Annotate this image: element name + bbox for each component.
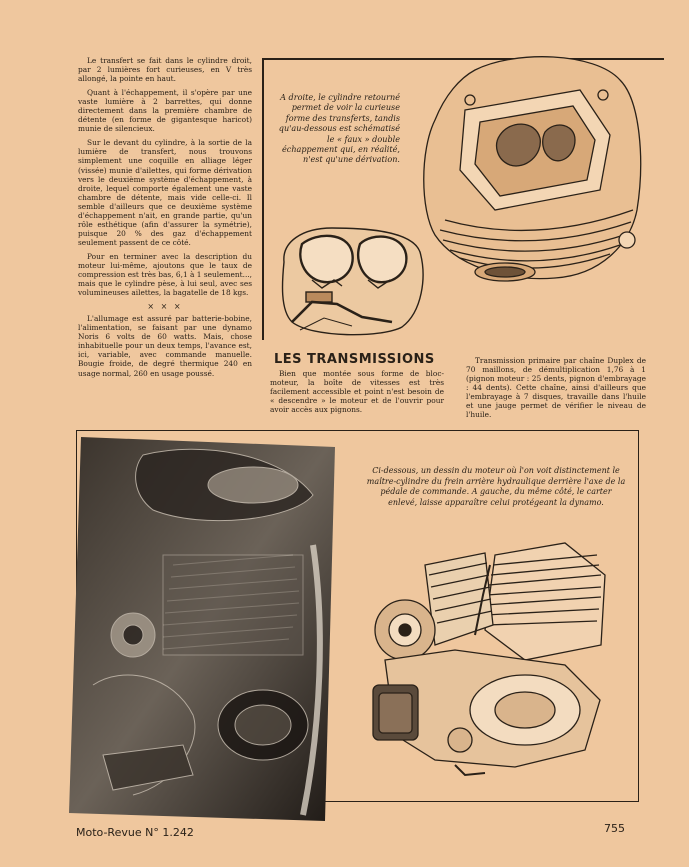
left-text-column [78,56,252,383]
top-figure-caption: A droite, le cylindre retourné permet de voir la curieuse forme des transferts, tandis qu'au-dessous est schématisé le « faux » double échappement qui, en réalité, n'est qu'une dérivation. [278,92,400,165]
transmissions-heading: LES TRANSMISSIONS [274,352,435,367]
paragraph-moteur: Pour en terminer avec la description du moteur lui-même, ajoutons que le taux de compression est très bas, 6,1 à 1 seulement..., mais que le cylindre pèse, à lui seul, avec ses volumineuses ailettes, la bagatelle de 18 kgs. [78,251,252,298]
transmissions-text-left: Bien que montée sous forme de bloc-moteur, la boîte de vitesses est très facilement accessible et point n'est besoin de « descendre » le moteur et de l'ouvrir pour avoir accès aux pignons. [270,369,444,415]
engine-photo [63,425,343,825]
paragraph-echappement: Quant à l'échappement, il s'opère par une vaste lumière à 2 barrettes, qui donne directement dans la première chambre de détente (en forme de gigantesque haricot) munie de silencieux. [78,88,252,134]
paragraph-allumage: L'allumage est assuré par batterie-bobine, l'alimentation, se faisant par une dynamo Noris 6 volts de 60 watts. Mais, chose inhabituelle pour un deux temps, l'avance est, ici, variable, avec commande manuelle. Bougie froide, de degré thermique 240 en usage normal, 260 en usage poussé. [78,314,252,378]
page-number: 755 [604,822,625,835]
paragraph-transfert: Le transfert se fait dans le cylindre droit, par 2 lumières fort curieuses, en V très allongé, la pointe en haut. [78,56,252,84]
section-separator: × × × [147,302,183,312]
cylinder-drawing [405,40,665,300]
paragraph-cylindre: Sur le devant du cylindre, à la sortie de la lumière de transfert, nous trouvons simplement une coquille en alliage léger (vissée) munie d'ailettes, qui forme dérivation vers le deuxième système d'échappement, à droite, lequel comporte également une vaste chambre de détente, mais vide celle-ci. Il semble d'ailleurs que ce deuxième système d'échappement n'ait, en grande partie, qu'un rôle esthétique (afin d'assurer la symétrie), puisque 20 % des gaz d'échappement seulement passent de ce côté. [78,138,252,247]
bottom-figure-caption: Ci-dessous, un dessin du moteur où l'on voit distinctement le maître-cylindre du frein arrière hydraulique derrière l'axe de la pédale de commande. A gauche, du même côté, le carter enlevé, laisse apparaître celui protégeant la dynamo. [366,466,626,507]
transmissions-text-right: Transmission primaire par chaîne Duplex de 70 maillons, de démultiplication 1,76 à 1 (pignon moteur : 25 dents, pignon d'embrayage : 44 dents). Cette chaîne, ainsi d'ailleurs que l'embrayage à 7 disques, travaille dans l'huile et une jauge permet de vérifier le niveau de l'huile. [466,356,646,420]
exhaust-schematic-drawing [272,222,432,340]
magazine-issue-footer: Moto-Revue N° 1.242 [76,826,194,839]
engine-drawing [365,535,615,780]
